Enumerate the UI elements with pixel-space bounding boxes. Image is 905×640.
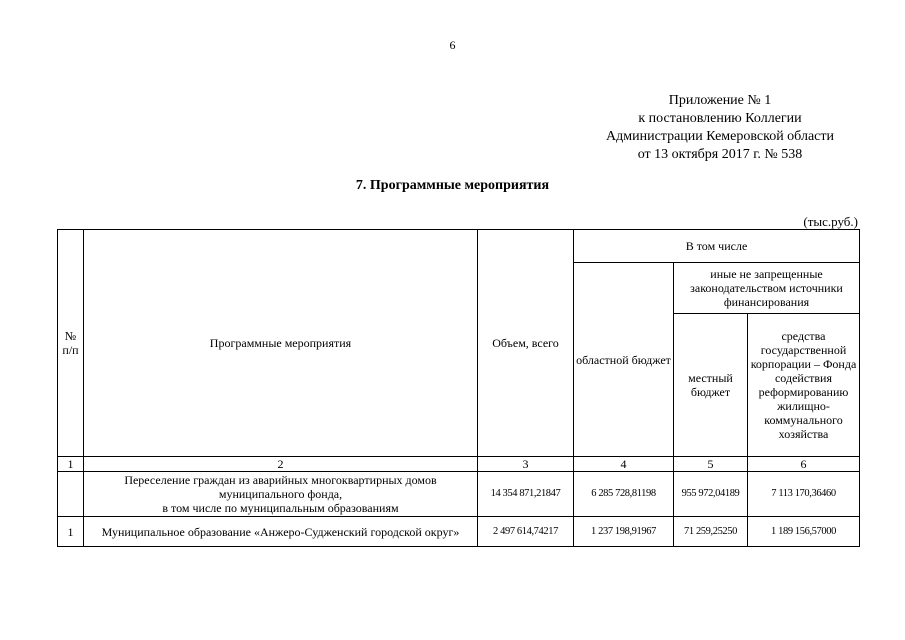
column-index: 2	[84, 457, 478, 472]
header-measures: Программные мероприятия	[84, 230, 478, 457]
header-fund: средства государственной корпорации – Фонда содействия реформированию жилищно-коммунального хозяйства	[748, 314, 860, 457]
column-index-row	[58, 457, 860, 472]
appendix-line-4: от 13 октября 2017 г. № 538	[637, 147, 803, 162]
units-label: (тыс.руб.)	[803, 214, 858, 229]
header-including: В том числе	[574, 230, 860, 263]
row-local: 71 259,25250	[674, 517, 748, 547]
row-name: Муниципальное образование «Анжеро-Судженский городской округ»	[84, 517, 478, 547]
row-local: 955 972,04189	[674, 472, 748, 517]
column-index: 3	[478, 457, 574, 472]
header-regional-budget: областной бюджет	[574, 263, 674, 457]
table-row	[58, 472, 860, 517]
row-num	[58, 472, 84, 517]
row-regional: 1 237 198,91967	[574, 517, 674, 547]
column-index: 6	[748, 457, 860, 472]
row-volume: 2 497 614,74217	[478, 517, 574, 547]
row-num: 1	[58, 517, 84, 547]
appendix-line-3: Администрации Кемеровской области	[606, 129, 834, 144]
row-regional: 6 285 728,81198	[574, 472, 674, 517]
header-row-1	[58, 230, 860, 263]
appendix-block	[560, 92, 880, 164]
column-index: 1	[58, 457, 84, 472]
column-index: 4	[574, 457, 674, 472]
appendix-line-1: Приложение № 1	[668, 93, 772, 108]
page-number: 6	[449, 38, 456, 52]
table-row	[58, 517, 860, 547]
header-volume: Объем, всего	[478, 230, 574, 457]
appendix-line-2: к постановлению Коллегии	[638, 111, 802, 126]
row-fund: 7 113 170,36460	[748, 472, 860, 517]
header-local-budget: местный бюджет	[674, 314, 748, 457]
header-other-sources: иные не запрещенные законодательством источники финансирования	[674, 263, 860, 314]
header-num: № п/п	[58, 230, 84, 457]
row-name: Переселение граждан из аварийных многоквартирных домов муниципального фонда, в том числе по муниципальным образованиям	[84, 472, 478, 517]
measures-table	[57, 229, 860, 547]
section-title: 7. Программные мероприятия	[355, 178, 550, 193]
row-volume: 14 354 871,21847	[478, 472, 574, 517]
column-index: 5	[674, 457, 748, 472]
row-fund: 1 189 156,57000	[748, 517, 860, 547]
